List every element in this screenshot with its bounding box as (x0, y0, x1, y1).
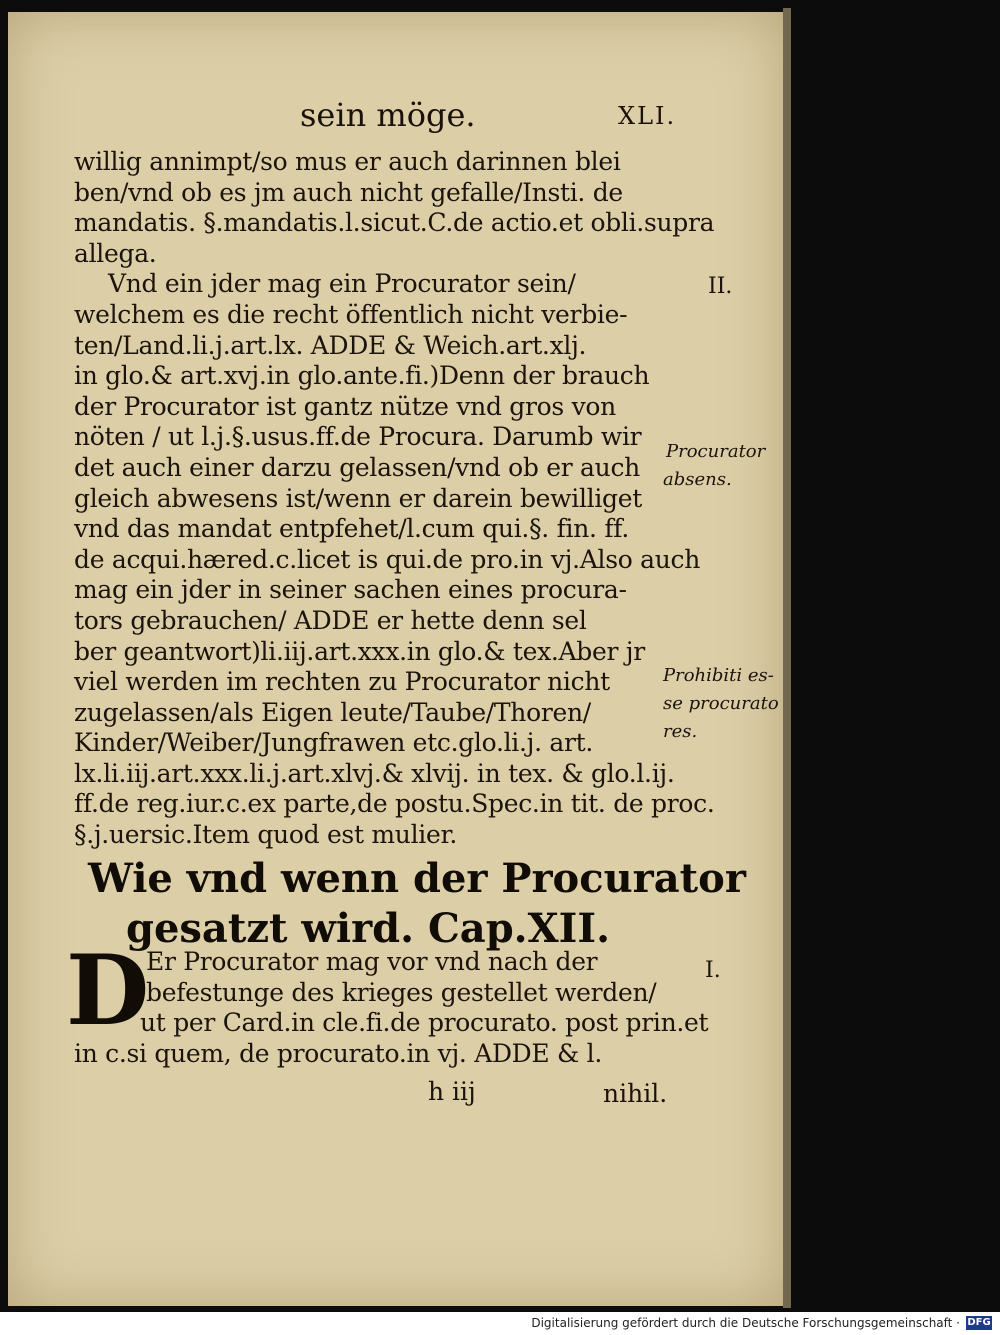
text-line: welchem es die recht öffentlich nicht verbie- (74, 299, 628, 329)
heading-line: Wie vnd wenn der Procurator (88, 855, 746, 902)
margin-note: Procurator (666, 441, 766, 462)
margin-note: res. (663, 721, 698, 742)
signature-mark: h iij (428, 1077, 476, 1106)
chapter-heading (88, 854, 746, 954)
page-edge (783, 8, 791, 1308)
text-line: vnd das mandat entpfehet/l.cum qui.§. fin. ff. (74, 514, 629, 544)
text-line: tors gebrauchen/ ADDE er hette denn sel (74, 605, 587, 635)
text-line: gleich abwesens ist/wenn er darein bewilliget (74, 483, 642, 513)
chapter-text (74, 947, 709, 1069)
text-line: lx.li.iij.art.xxx.li.j.art.xlvj.& xlvij. in tex. & glo.l.ij. (74, 758, 675, 788)
text-line: in glo.& art.xvj.in glo.ante.fi.)Denn der brauch (74, 361, 650, 391)
text-line: nöten / ut l.j.§.usus.ff.de Procura. Darumb wir (74, 422, 642, 452)
text-line: Kinder/Weiber/Jungfrawen etc.glo.li.j. art. (74, 728, 594, 758)
text-line: ut per Card.in cle.fi.de procurato. post prin.et (140, 1008, 709, 1038)
text-line: det auch einer darzu gelassen/vnd ob er auch (74, 452, 640, 482)
text-line: mag ein jder in seiner sachen eines procura- (74, 575, 627, 605)
text-line: ben/vnd ob es jm auch nicht gefalle/Insti. de (74, 177, 623, 207)
text-line: in c.si quem, de procurato.in vj. ADDE & l. (74, 1038, 602, 1068)
running-title: sein möge. (300, 96, 476, 134)
text-line: viel werden im rechten zu Procurator nicht (74, 667, 610, 697)
text-line: de acqui.hæred.c.licet is qui.de pro.in vj.Also auch (74, 544, 701, 574)
folio-number: XLI. (618, 102, 677, 130)
text-line: §.j.uersic.Item quod est mulier. (74, 820, 458, 850)
dfg-logo: DFG (967, 1317, 991, 1328)
text-line: zugelassen/als Eigen leute/Taube/Thoren/ (74, 697, 591, 727)
margin-note: se procurato (663, 693, 779, 714)
text-line: ten/Land.li.j.art.lx. ADDE & Weich.art.xlj. (74, 330, 587, 360)
text-line: ff.de reg.iur.c.ex parte,de postu.Spec.in tit. de proc. (74, 789, 715, 819)
text-line: befestunge des krieges gestellet werden/ (146, 977, 657, 1007)
digitization-credit: Digitalisierung gefördert durch die Deutsche Forschungsgemeinschaft · (531, 1316, 960, 1330)
text-line: mandatis. §.mandatis.l.sicut.C.de actio.et obli.supra (74, 208, 715, 238)
text-line: Vnd ein jder mag ein Procurator sein/ (108, 269, 576, 299)
margin-number: I. (705, 958, 721, 983)
text-line: Er Procurator mag vor vnd nach der (146, 947, 598, 976)
page-footer (8, 1077, 783, 1107)
text-line: willig annimpt/so mus er auch darinnen blei (74, 147, 621, 176)
drop-cap: D (66, 934, 150, 1047)
book-page (8, 12, 783, 1306)
margin-note: absens. (663, 469, 732, 490)
text-line: allega. (74, 238, 157, 268)
text-line: der Procurator ist gantz nütze vnd gros von (74, 391, 616, 421)
margin-number: II. (708, 274, 733, 299)
running-head (8, 96, 783, 136)
catchword: nihil. (603, 1079, 668, 1108)
text-line: ber geantwort)li.iij.art.xxx.in glo.& tex.Aber jr (74, 636, 645, 666)
margin-note: Prohibiti es- (663, 665, 774, 686)
heading-line: gesatzt wird. Cap.XII. (125, 905, 610, 952)
